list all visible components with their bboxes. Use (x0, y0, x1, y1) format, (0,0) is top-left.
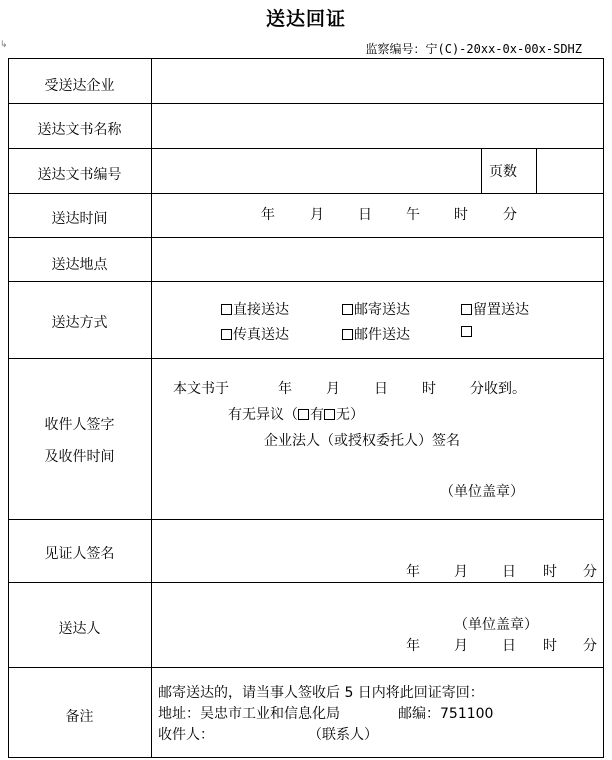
witness-day: 日 (502, 564, 516, 580)
checkbox-icon (221, 304, 232, 315)
delivery-receipt-table (8, 58, 604, 758)
deliverer-hour: 时 (543, 638, 557, 654)
document-title: 送达回证 (265, 8, 346, 30)
method-option-retain[interactable]: 留置送达 (461, 299, 529, 319)
received-minute-suffix: 分收到。 (470, 381, 526, 397)
deliverer-minute: 分 (583, 638, 597, 654)
deliverer-month: 月 (454, 638, 468, 654)
received-hour: 时 (422, 381, 436, 397)
enterprise-label: 受送达企业 (44, 78, 115, 94)
received-year: 年 (278, 381, 292, 397)
checkbox-icon (221, 329, 232, 340)
enterprise-field[interactable] (152, 59, 603, 103)
pages-field[interactable] (537, 149, 603, 193)
method-option-direct[interactable]: 直接送达 (221, 299, 289, 319)
method-option-other[interactable] (461, 324, 473, 340)
receiver-seal: （单位盖章） (440, 484, 524, 500)
method-option-email[interactable]: 邮件送达 (342, 324, 410, 344)
remarks-address: 地址：吴忠市工业和信息化局 (158, 706, 340, 722)
deliverer-label: 送达人 (58, 621, 101, 637)
left-margin-marker: ↳ (0, 40, 8, 50)
document-number: 监察编号：宁(C)-20xx-0x-00x-SDHZ (365, 42, 582, 56)
checkbox-icon (461, 326, 472, 337)
doc-name-label: 送达文书名称 (37, 122, 122, 138)
place-field[interactable] (152, 238, 603, 281)
doc-name-field[interactable] (152, 104, 603, 148)
receiver-label (8, 408, 151, 474)
time-label: 送达时间 (51, 211, 108, 227)
remarks-line1: 邮寄送达的，请当事人签收后 5 日内将此回证寄回： (158, 685, 484, 701)
time-minute: 分 (503, 207, 517, 223)
time-noon: 午 (406, 207, 420, 223)
time-year: 年 (261, 207, 275, 223)
place-label: 送达地点 (51, 257, 108, 273)
doc-no-field[interactable] (152, 149, 481, 193)
doc-no-label: 送达文书编号 (37, 167, 122, 183)
received-day: 日 (374, 381, 388, 397)
witness-minute: 分 (583, 564, 597, 580)
checkbox-icon (342, 329, 353, 340)
received-month: 月 (326, 381, 340, 397)
witness-month: 月 (454, 564, 468, 580)
remarks-recipient: 收件人： (158, 727, 214, 743)
deliverer-day: 日 (502, 638, 516, 654)
checkbox-icon (461, 304, 472, 315)
pages-label: 页数 (489, 164, 517, 180)
objection-no-checkbox[interactable] (324, 409, 335, 420)
time-month: 月 (310, 207, 324, 223)
deliverer-year: 年 (406, 638, 420, 654)
time-day: 日 (358, 207, 372, 223)
legal-rep-signature: 企业法人（或授权委托人）签名 (264, 433, 460, 449)
remarks-postcode: 邮编：751100 (398, 706, 494, 722)
method-label: 送达方式 (51, 315, 108, 331)
method-option-fax[interactable]: 传真送达 (221, 324, 289, 344)
objection-yes-checkbox[interactable] (298, 409, 309, 420)
method-option-mail[interactable]: 邮寄送达 (342, 299, 410, 319)
receiver-label-line1: 收件人签字 (44, 417, 115, 433)
receiver-label-line2: 及收件时间 (44, 449, 115, 465)
checkbox-icon (342, 304, 353, 315)
deliverer-seal: （单位盖章） (454, 617, 538, 633)
received-prefix: 本文书于 (173, 381, 229, 397)
remarks-contact: （联系人） (308, 727, 378, 743)
witness-label: 见证人签名 (44, 546, 115, 562)
objection-line: 有无异议（ 有 无） (228, 407, 364, 423)
time-hour: 时 (454, 207, 468, 223)
witness-hour: 时 (543, 564, 557, 580)
remarks-label: 备注 (65, 709, 94, 725)
witness-year: 年 (406, 564, 420, 580)
